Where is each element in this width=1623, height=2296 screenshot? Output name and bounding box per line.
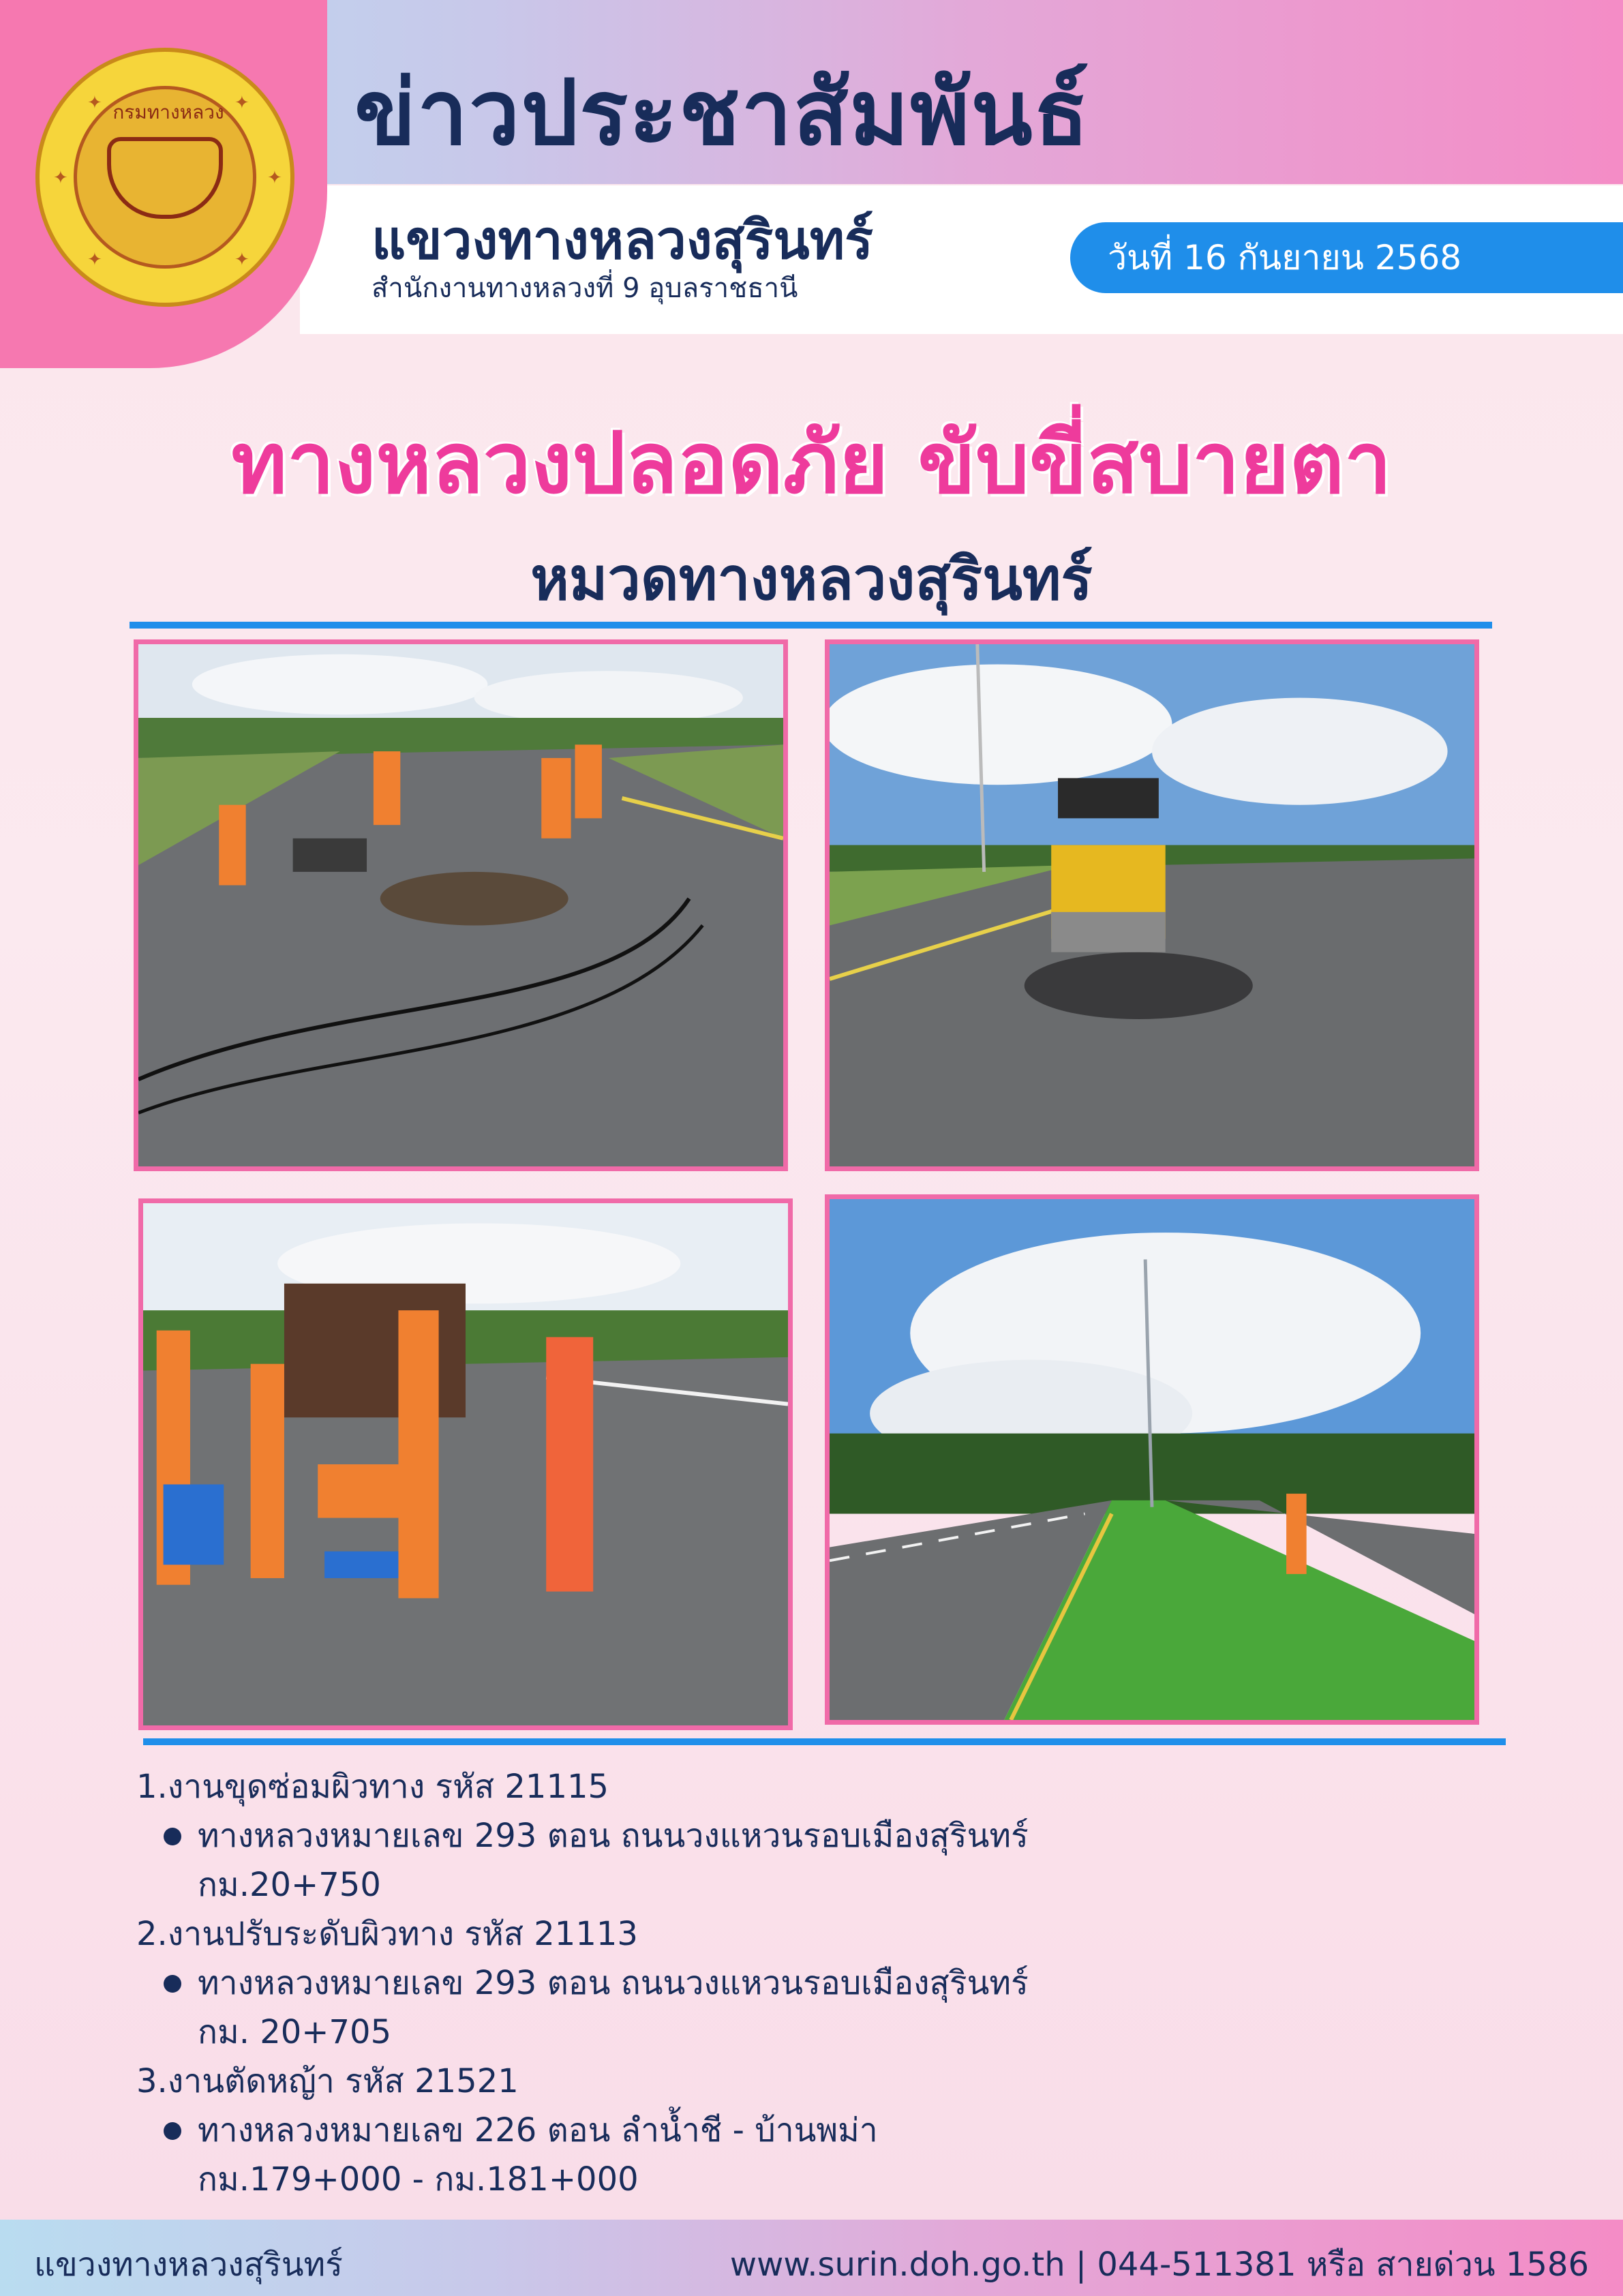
work-item-title: 1.งานขุดซ่อมผิวทาง รหัส 21115 [136, 1768, 609, 1806]
logo-star-icon: ✦ [53, 168, 68, 188]
logo-star-icon: ✦ [234, 250, 249, 270]
work-item-road: ทางหลวงหมายเลข 293 ตอน ถนนวงแหวนรอบเมืองสุรินทร์ [198, 1817, 1029, 1855]
logo-star-icon: ✦ [234, 93, 249, 113]
road-roller-photo [825, 639, 1479, 1171]
works-list [136, 1762, 1431, 2204]
work-item-location [136, 1959, 1431, 2057]
work-item-km: กม.20+750 [198, 1866, 381, 1904]
work-item-location [136, 2106, 1431, 2204]
work-item [136, 1909, 1431, 2057]
logo-star-icon: ✦ [267, 168, 282, 188]
logo-inner-ring [74, 86, 256, 269]
logo-emblem-icon [107, 137, 223, 219]
date-badge: วันที่ 16 กันยายน 2568 [1070, 222, 1623, 293]
footer [0, 2220, 1623, 2296]
work-item-km: กม.179+000 - กม.181+000 [198, 2160, 639, 2199]
road-patching-crew-photo [138, 1198, 793, 1730]
footer-contact: www.surin.doh.go.th | 044-511381 หรือ สายด่วน 1586 [729, 2246, 1589, 2284]
work-item-location [136, 1811, 1431, 1909]
work-item-road: ทางหลวงหมายเลข 293 ตอน ถนนวงแหวนรอบเมืองสุรินทร์ [198, 1964, 1029, 2002]
page-title: ข่าวประชาสัมพันธ์ [354, 61, 1091, 166]
grass-cutting-median-photo [825, 1194, 1479, 1725]
org-subtitle: สำนักงานทางหลวงที่ 9 อุบลราชธานี [371, 273, 798, 304]
headline: ทางหลวงปลอดภัย ขับขี่สบายตา [231, 414, 1392, 513]
work-item [136, 2057, 1431, 2204]
work-item [136, 1762, 1431, 1909]
org-name: แขวงทางหลวงสุรินทร์ [371, 210, 874, 271]
footer-org: แขวงทางหลวงสุรินทร์ [34, 2246, 343, 2284]
subheadline: หมวดทางหลวงสุรินทร์ [530, 545, 1093, 614]
logo-star-icon: ✦ [87, 93, 102, 113]
bullet-icon [164, 1975, 181, 1993]
work-item-road: ทางหลวงหมายเลข 226 ตอน ลำน้ำชี - บ้านพม่า [198, 2111, 878, 2149]
work-item-title: 3.งานตัดหญ้า รหัส 21521 [136, 2062, 519, 2100]
road-repair-digging-photo [134, 639, 788, 1171]
divider-top [130, 622, 1492, 629]
department-logo [35, 48, 294, 307]
divider-bottom [143, 1738, 1506, 1745]
work-item-km: กม. 20+705 [198, 2013, 392, 2051]
logo-star-icon: ✦ [87, 250, 102, 270]
bullet-icon [164, 2122, 181, 2140]
work-item-title: 2.งานปรับระดับผิวทาง รหัส 21113 [136, 1915, 638, 1953]
bullet-icon [164, 1828, 181, 1845]
logo-text: กรมทางหลวง [112, 101, 224, 123]
